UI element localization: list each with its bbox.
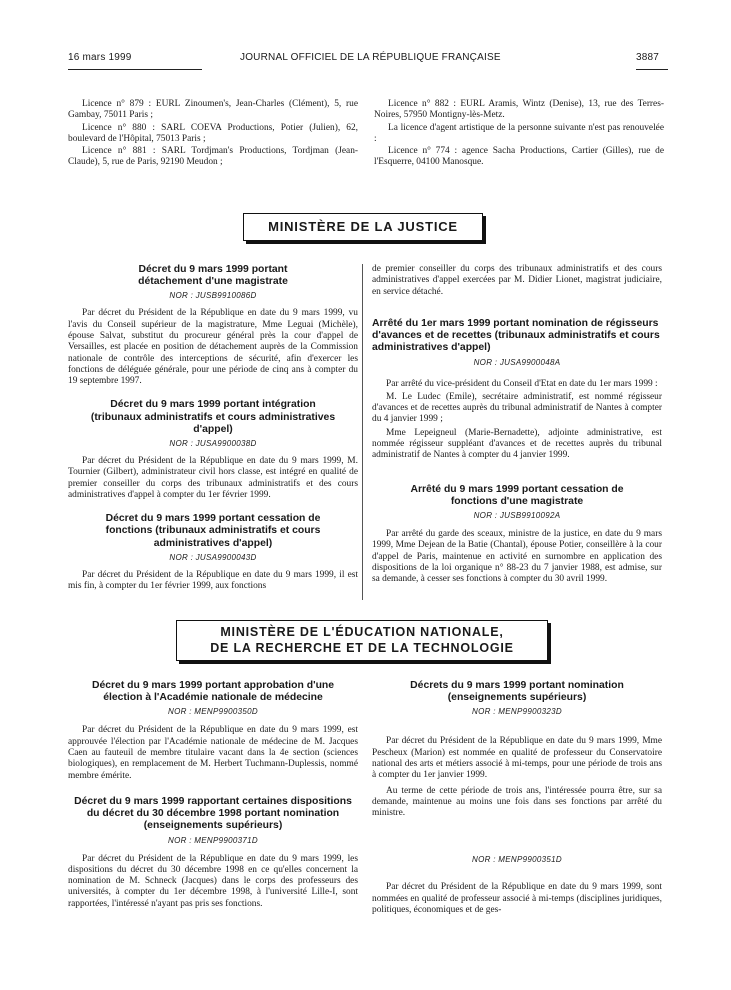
licence-881: Licence n° 881 : SARL Tordjman's Productions, Tordjman (Jean-Claude), 5, rue de Paris, 92190 Meudon ; — [68, 146, 358, 168]
licence-882: Licence n° 882 : EURL Aramis, Wintz (Denise), 13, rue des Terres-Noires, 57950 Montigny-lès-Metz. — [374, 99, 664, 121]
arrete-nomination-lepeigneul: Mme Lepeigneul (Marie-Bernadette), adjointe administrative, est nommée régisseur suppléant d'avances et de recettes auprès du tribunal administratif de Nantes à compter du 4 janvier 1999. — [372, 427, 662, 461]
decree-title-nomination: Décrets du 9 mars 1999 portant nomination (enseignements supérieurs) — [410, 680, 624, 704]
header-page-number: 3887 — [636, 52, 660, 63]
ministry-education-heading-line2: DE LA RECHERCHE ET DE LA TECHNOLOGIE — [210, 641, 514, 655]
decree-text-academie: Par décret du Président de la République en date du 9 mars 1999, est approuvée l'élection par l'Académie nationale de médecine de M. Jacques Caen au fauteuil de membre titulaire vacant dans la 4e section (sciences biologiques), en remplacement de M. Herbert Tuchmann-Duplessis, nommé membre émérite. — [68, 725, 358, 781]
nor-reference: NOR : JUSA9900038D — [169, 439, 257, 449]
licence-774: Licence n° 774 : agence Sacha Productions, Cartier (Gilles), rue de l'Esquerre, 04100 Manosque. — [374, 146, 664, 168]
decree-title-academie: Décret du 9 mars 1999 portant approbation d'une élection à l'Académie nationale de médecine — [91, 680, 335, 704]
nor-reference: NOR : JUSB9910092A — [473, 510, 561, 520]
nor-reference: NOR : JUSA9900043D — [169, 552, 257, 562]
decree-text-integration: Par décret du Président de la République en date du 9 mars 1999, M. Tournier (Gilbert), administrateur civil hors classe, est intégré en qualité de premier conseiller du corps des tribunaux administratifs et des cours administratives d'appel à compter du 1er février 1999. — [68, 456, 358, 500]
header-journal-title: JOURNAL OFFICIEL DE LA RÉPUBLIQUE FRANÇAISE — [240, 52, 501, 63]
licence-list-right — [374, 99, 664, 169]
decree-text-detachement: Par décret du Président de la République en date du 9 mars 1999, vu l'avis du Conseil supérieur de la magistrature, Mme Leguai (Michèle), épouse Salvat, substitut du procureur général près la cour d'appel de Versailles, est placée en position de détachement auprès de la Commission nationale de contrôle des interceptions de sécurité, afin d'exercer les fonctions de déléguée générale, pour une période de cinq ans à compter du 19 septembre 1997. — [68, 308, 358, 387]
decree-text-cessation: Par décret du Président de la République en date du 9 mars 1999, il est mis fin, à compter du 1er février 1999, aux fonctions — [68, 569, 358, 592]
non-renewal-notice: La licence d'agent artistique de la personne suivante n'est pas renouvelée : — [374, 122, 664, 144]
nor-reference: NOR : JUSB9910086D — [169, 291, 257, 301]
justice-right-column — [372, 264, 662, 585]
ministry-education-heading — [176, 620, 548, 661]
ministry-justice-heading: MINISTÈRE DE LA JUSTICE — [243, 213, 483, 241]
education-left-column — [68, 680, 358, 910]
decree-title-cessation: Décret du 9 mars 1999 portant cessation de fonctions (tribunaux administratifs et cours administratives d'appel) — [105, 513, 321, 549]
decree-text-terme: Au terme de cette période de trois ans, l'intéressée pourra être, sur sa demande, maintenue au moins une fois dans ses fonctions par arrêté du ministre. — [372, 785, 662, 819]
header-rule-left — [68, 69, 202, 70]
nor-reference: NOR : JUSA9900048A — [473, 357, 561, 367]
decree-text-continuation: de premier conseiller du corps des tribunaux administratifs et des cours administratives d'appel exercées par M. Didier Lionet, magistrat judiciaire, en service détaché. — [372, 264, 662, 297]
nor-reference: NOR : MENP9900350D — [168, 707, 258, 717]
header-date: 16 mars 1999 — [68, 52, 132, 63]
nor-reference: NOR : MENP9900351D — [472, 855, 562, 865]
licence-879: Licence n° 879 : EURL Zinoumen's, Jean-Charles (Clément), 5, rue Gambay, 75011 Paris ; — [68, 99, 358, 121]
nor-reference: NOR : MENP9900323D — [472, 707, 562, 717]
licence-880: Licence n° 880 : SARL COEVA Productions, Potier (Julien), 62, boulevard de l'Hôpital, 75013 Paris ; — [68, 122, 358, 144]
arrete-title-cessation: Arrêté du 9 mars 1999 portant cessation de fonctions d'une magistrate — [410, 483, 624, 507]
decree-text-rapportant: Par décret du Président de la République en date du 9 mars 1999, les dispositions du décret du 30 décembre 1998 en ce qu'elles concernent la nomination de M. Schneck (Jacques) dans le corps des professeurs des universités, à compter du 1er décembre 1998, à l'université Lille-I, sont rapportées, l'intéressé n'ayant pas pris ses fonctions. — [68, 853, 358, 909]
arrete-nomination-le-ludec: M. Le Ludec (Emile), secrétaire administratif, est nommé régisseur d'avances et de recettes auprès du tribunal administratif de Nantes à compter du 4 janvier 1999 ; — [372, 391, 662, 425]
column-divider — [362, 264, 363, 600]
education-right-column — [372, 680, 662, 916]
ministry-education-heading-line1: MINISTÈRE DE L'ÉDUCATION NATIONALE, — [220, 625, 504, 639]
decree-text-professeurs-associes: Par décret du Président de la République en date du 9 mars 1999, sont nommées en qualité de professeur associé à mi-temps (disciplines juridiques, politiques, économiques et de ges- — [372, 882, 662, 916]
decree-title-detachement: Décret du 9 mars 1999 portant détachement d'une magistrate — [138, 264, 288, 288]
decree-title-integration: Décret du 9 mars 1999 portant intégration (tribunaux administratifs et cours administratives d'appel) — [90, 399, 336, 435]
arrete-intro: Par arrêté du vice-président du Conseil d'Etat en date du 1er mars 1999 : — [386, 378, 658, 389]
decree-title-rapportant: Décret du 9 mars 1999 rapportant certaines dispositions du décret du 30 décembre 1998 portant nomination (enseignements supérieurs) — [74, 795, 352, 832]
arrete-text-cessation: Par arrêté du garde des sceaux, ministre de la justice, en date du 9 mars 1999, Mme Dejean de la Batie (Chantal), épouse Potier, conseillère à la cour d'appel de Paris, maintenue en activité en surnombre en application des dispositions de la loi organique n° 88-23 du 7 janvier 1988, est admise, sur sa demande, à cesser ses fonctions à compter du 30 avril 1999. — [372, 528, 662, 585]
arrete-title-regisseurs: Arrêté du 1er mars 1999 portant nomination de régisseurs d'avances et de recettes (tribunaux administratifs et cours administratives d'appel) — [372, 317, 660, 354]
header-rule-right — [636, 69, 668, 70]
justice-left-column — [68, 264, 358, 592]
nor-reference: NOR : MENP9900371D — [168, 835, 258, 845]
decree-text-pescheux: Par décret du Président de la République en date du 9 mars 1999, Mme Pescheux (Marion) est nommée en qualité de professeur du Conservatoire national des arts et métiers associé à mi-temps, pour une période de trois ans à compter du 1er janvier 1999. — [372, 736, 662, 781]
licence-list-left — [68, 99, 358, 169]
